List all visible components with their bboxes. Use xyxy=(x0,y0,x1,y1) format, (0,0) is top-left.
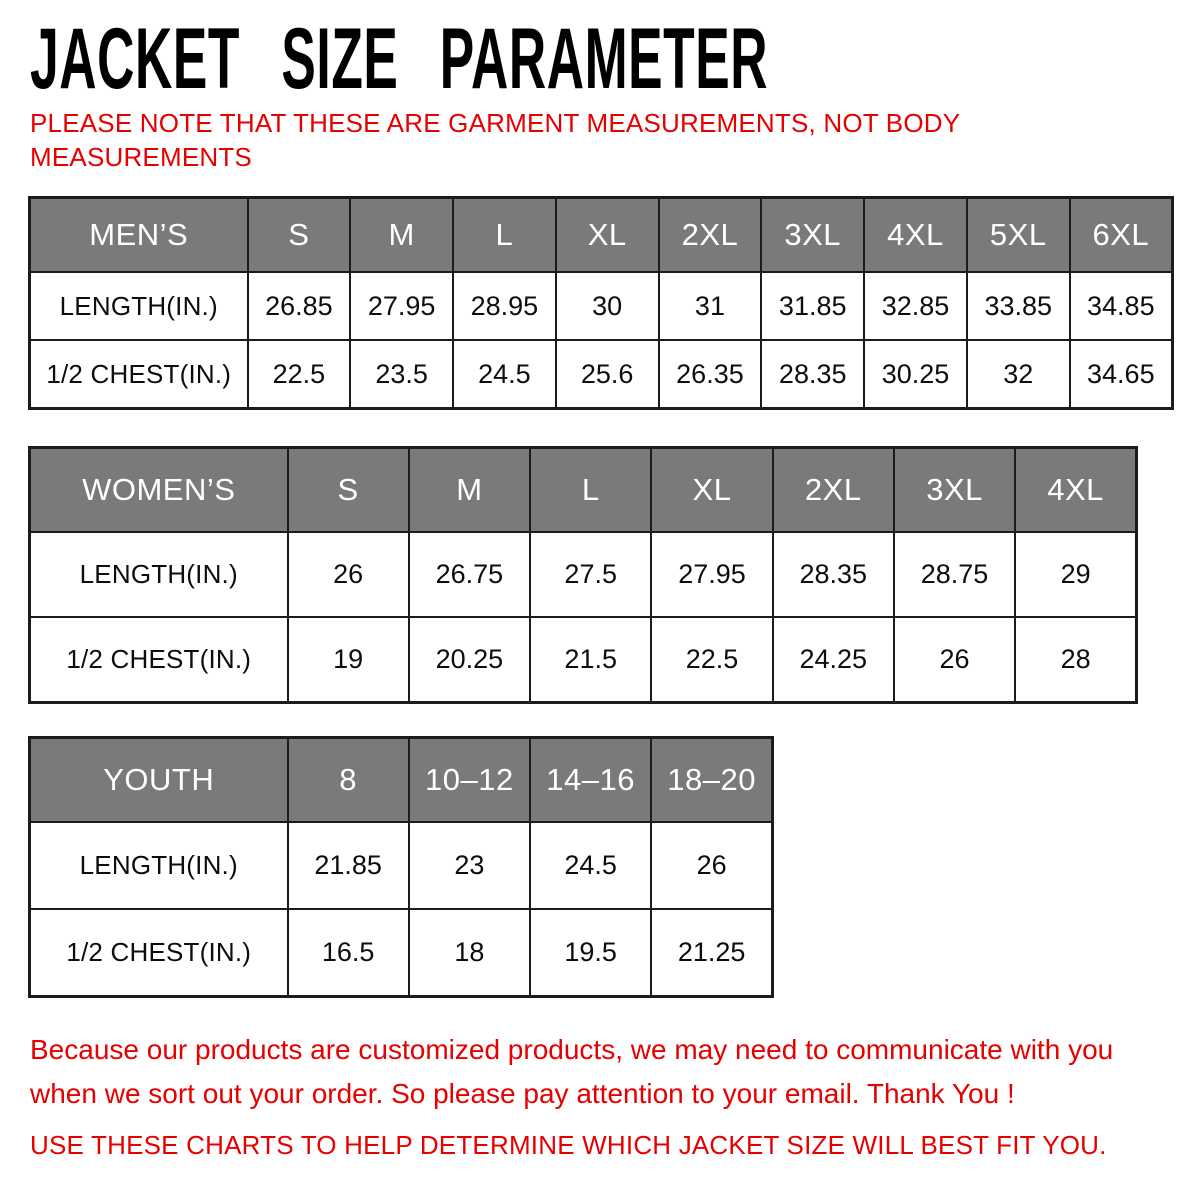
mens-header-row xyxy=(30,198,1173,273)
size-value-cell: 23.5 xyxy=(350,340,453,409)
size-header-cell: 8 xyxy=(288,738,409,823)
size-value-cell: 20.25 xyxy=(409,617,530,703)
garment-measurement-note xyxy=(30,106,960,174)
size-header-cell: XL xyxy=(556,198,659,273)
size-value-cell: 25.6 xyxy=(556,340,659,409)
size-value-cell: 30.25 xyxy=(864,340,967,409)
size-value-cell: 34.65 xyxy=(1070,340,1173,409)
size-value-cell: 19.5 xyxy=(530,909,651,997)
size-value-cell: 16.5 xyxy=(288,909,409,997)
size-header-cell: 14–16 xyxy=(530,738,651,823)
size-value-cell: 24.25 xyxy=(773,617,894,703)
table-row xyxy=(30,909,773,997)
size-value-cell: 18 xyxy=(409,909,530,997)
size-header-cell: 10–12 xyxy=(409,738,530,823)
table-row xyxy=(30,617,1137,703)
youth-table-title: YOUTH xyxy=(30,738,288,823)
size-header-cell: L xyxy=(453,198,556,273)
measure-label: LENGTH(IN.) xyxy=(30,272,248,340)
measure-label: 1/2 CHEST(IN.) xyxy=(30,340,248,409)
size-header-cell: 2XL xyxy=(659,198,762,273)
youth-header-row xyxy=(30,738,773,823)
womens-size-table xyxy=(28,446,1138,704)
customization-notice xyxy=(30,1028,1113,1116)
notice-line: Because our products are customized products, we may need to communicate with you xyxy=(30,1034,1114,1065)
size-header-cell: XL xyxy=(651,448,772,533)
size-header-cell: 5XL xyxy=(967,198,1070,273)
size-value-cell: 32 xyxy=(967,340,1070,409)
size-value-cell: 28.95 xyxy=(453,272,556,340)
size-value-cell: 29 xyxy=(1015,532,1136,617)
measure-label: 1/2 CHEST(IN.) xyxy=(30,617,288,703)
size-value-cell: 24.5 xyxy=(530,822,651,909)
note-line: MEASUREMENTS xyxy=(30,142,252,172)
size-header-cell: 3XL xyxy=(761,198,864,273)
measure-label: LENGTH(IN.) xyxy=(30,822,288,909)
size-value-cell: 23 xyxy=(409,822,530,909)
size-value-cell: 31.85 xyxy=(761,272,864,340)
measure-label: 1/2 CHEST(IN.) xyxy=(30,909,288,997)
page-title-text: JACKET SIZE PARAMETER xyxy=(30,11,769,107)
size-value-cell: 21.5 xyxy=(530,617,651,703)
size-value-cell: 30 xyxy=(556,272,659,340)
size-header-cell: 2XL xyxy=(773,448,894,533)
size-header-cell: S xyxy=(288,448,409,533)
size-header-cell: L xyxy=(530,448,651,533)
womens-table-title: WOMEN’S xyxy=(30,448,288,533)
mens-size-table xyxy=(28,196,1174,410)
size-header-cell: 3XL xyxy=(894,448,1015,533)
size-value-cell: 32.85 xyxy=(864,272,967,340)
size-value-cell: 28 xyxy=(1015,617,1136,703)
size-value-cell: 26 xyxy=(894,617,1015,703)
table-row xyxy=(30,822,773,909)
page-title xyxy=(30,11,1200,107)
size-header-cell: 4XL xyxy=(864,198,967,273)
size-value-cell: 19 xyxy=(288,617,409,703)
size-value-cell: 28.35 xyxy=(773,532,894,617)
table-row xyxy=(30,272,1173,340)
size-value-cell: 28.35 xyxy=(761,340,864,409)
size-value-cell: 22.5 xyxy=(651,617,772,703)
size-value-cell: 27.5 xyxy=(530,532,651,617)
size-value-cell: 27.95 xyxy=(651,532,772,617)
size-value-cell: 26.35 xyxy=(659,340,762,409)
size-value-cell: 34.85 xyxy=(1070,272,1173,340)
size-value-cell: 26 xyxy=(651,822,772,909)
youth-size-table xyxy=(28,736,774,998)
note-line: PLEASE NOTE THAT THESE ARE GARMENT MEASUREMENTS, NOT BODY xyxy=(30,108,961,138)
size-value-cell: 22.5 xyxy=(248,340,351,409)
size-value-cell: 31 xyxy=(659,272,762,340)
size-value-cell: 24.5 xyxy=(453,340,556,409)
measure-label: LENGTH(IN.) xyxy=(30,532,288,617)
size-header-cell: 4XL xyxy=(1015,448,1136,533)
table-row xyxy=(30,532,1137,617)
mens-table-title: MEN’S xyxy=(30,198,248,273)
size-header-cell: M xyxy=(350,198,453,273)
chart-usage-note: USE THESE CHARTS TO HELP DETERMINE WHICH JACKET SIZE WILL BEST FIT YOU. xyxy=(30,1130,1107,1160)
womens-header-row xyxy=(30,448,1137,533)
table-row xyxy=(30,340,1173,409)
size-value-cell: 21.25 xyxy=(651,909,772,997)
size-header-cell: 18–20 xyxy=(651,738,772,823)
size-value-cell: 26.85 xyxy=(248,272,351,340)
size-value-cell: 28.75 xyxy=(894,532,1015,617)
size-value-cell: 33.85 xyxy=(967,272,1070,340)
size-header-cell: 6XL xyxy=(1070,198,1173,273)
size-value-cell: 26 xyxy=(288,532,409,617)
size-header-cell: M xyxy=(409,448,530,533)
size-value-cell: 26.75 xyxy=(409,532,530,617)
notice-line: when we sort out your order. So please pay attention to your email. Thank You ! xyxy=(30,1078,1015,1109)
size-value-cell: 27.95 xyxy=(350,272,453,340)
size-header-cell: S xyxy=(248,198,351,273)
size-value-cell: 21.85 xyxy=(288,822,409,909)
